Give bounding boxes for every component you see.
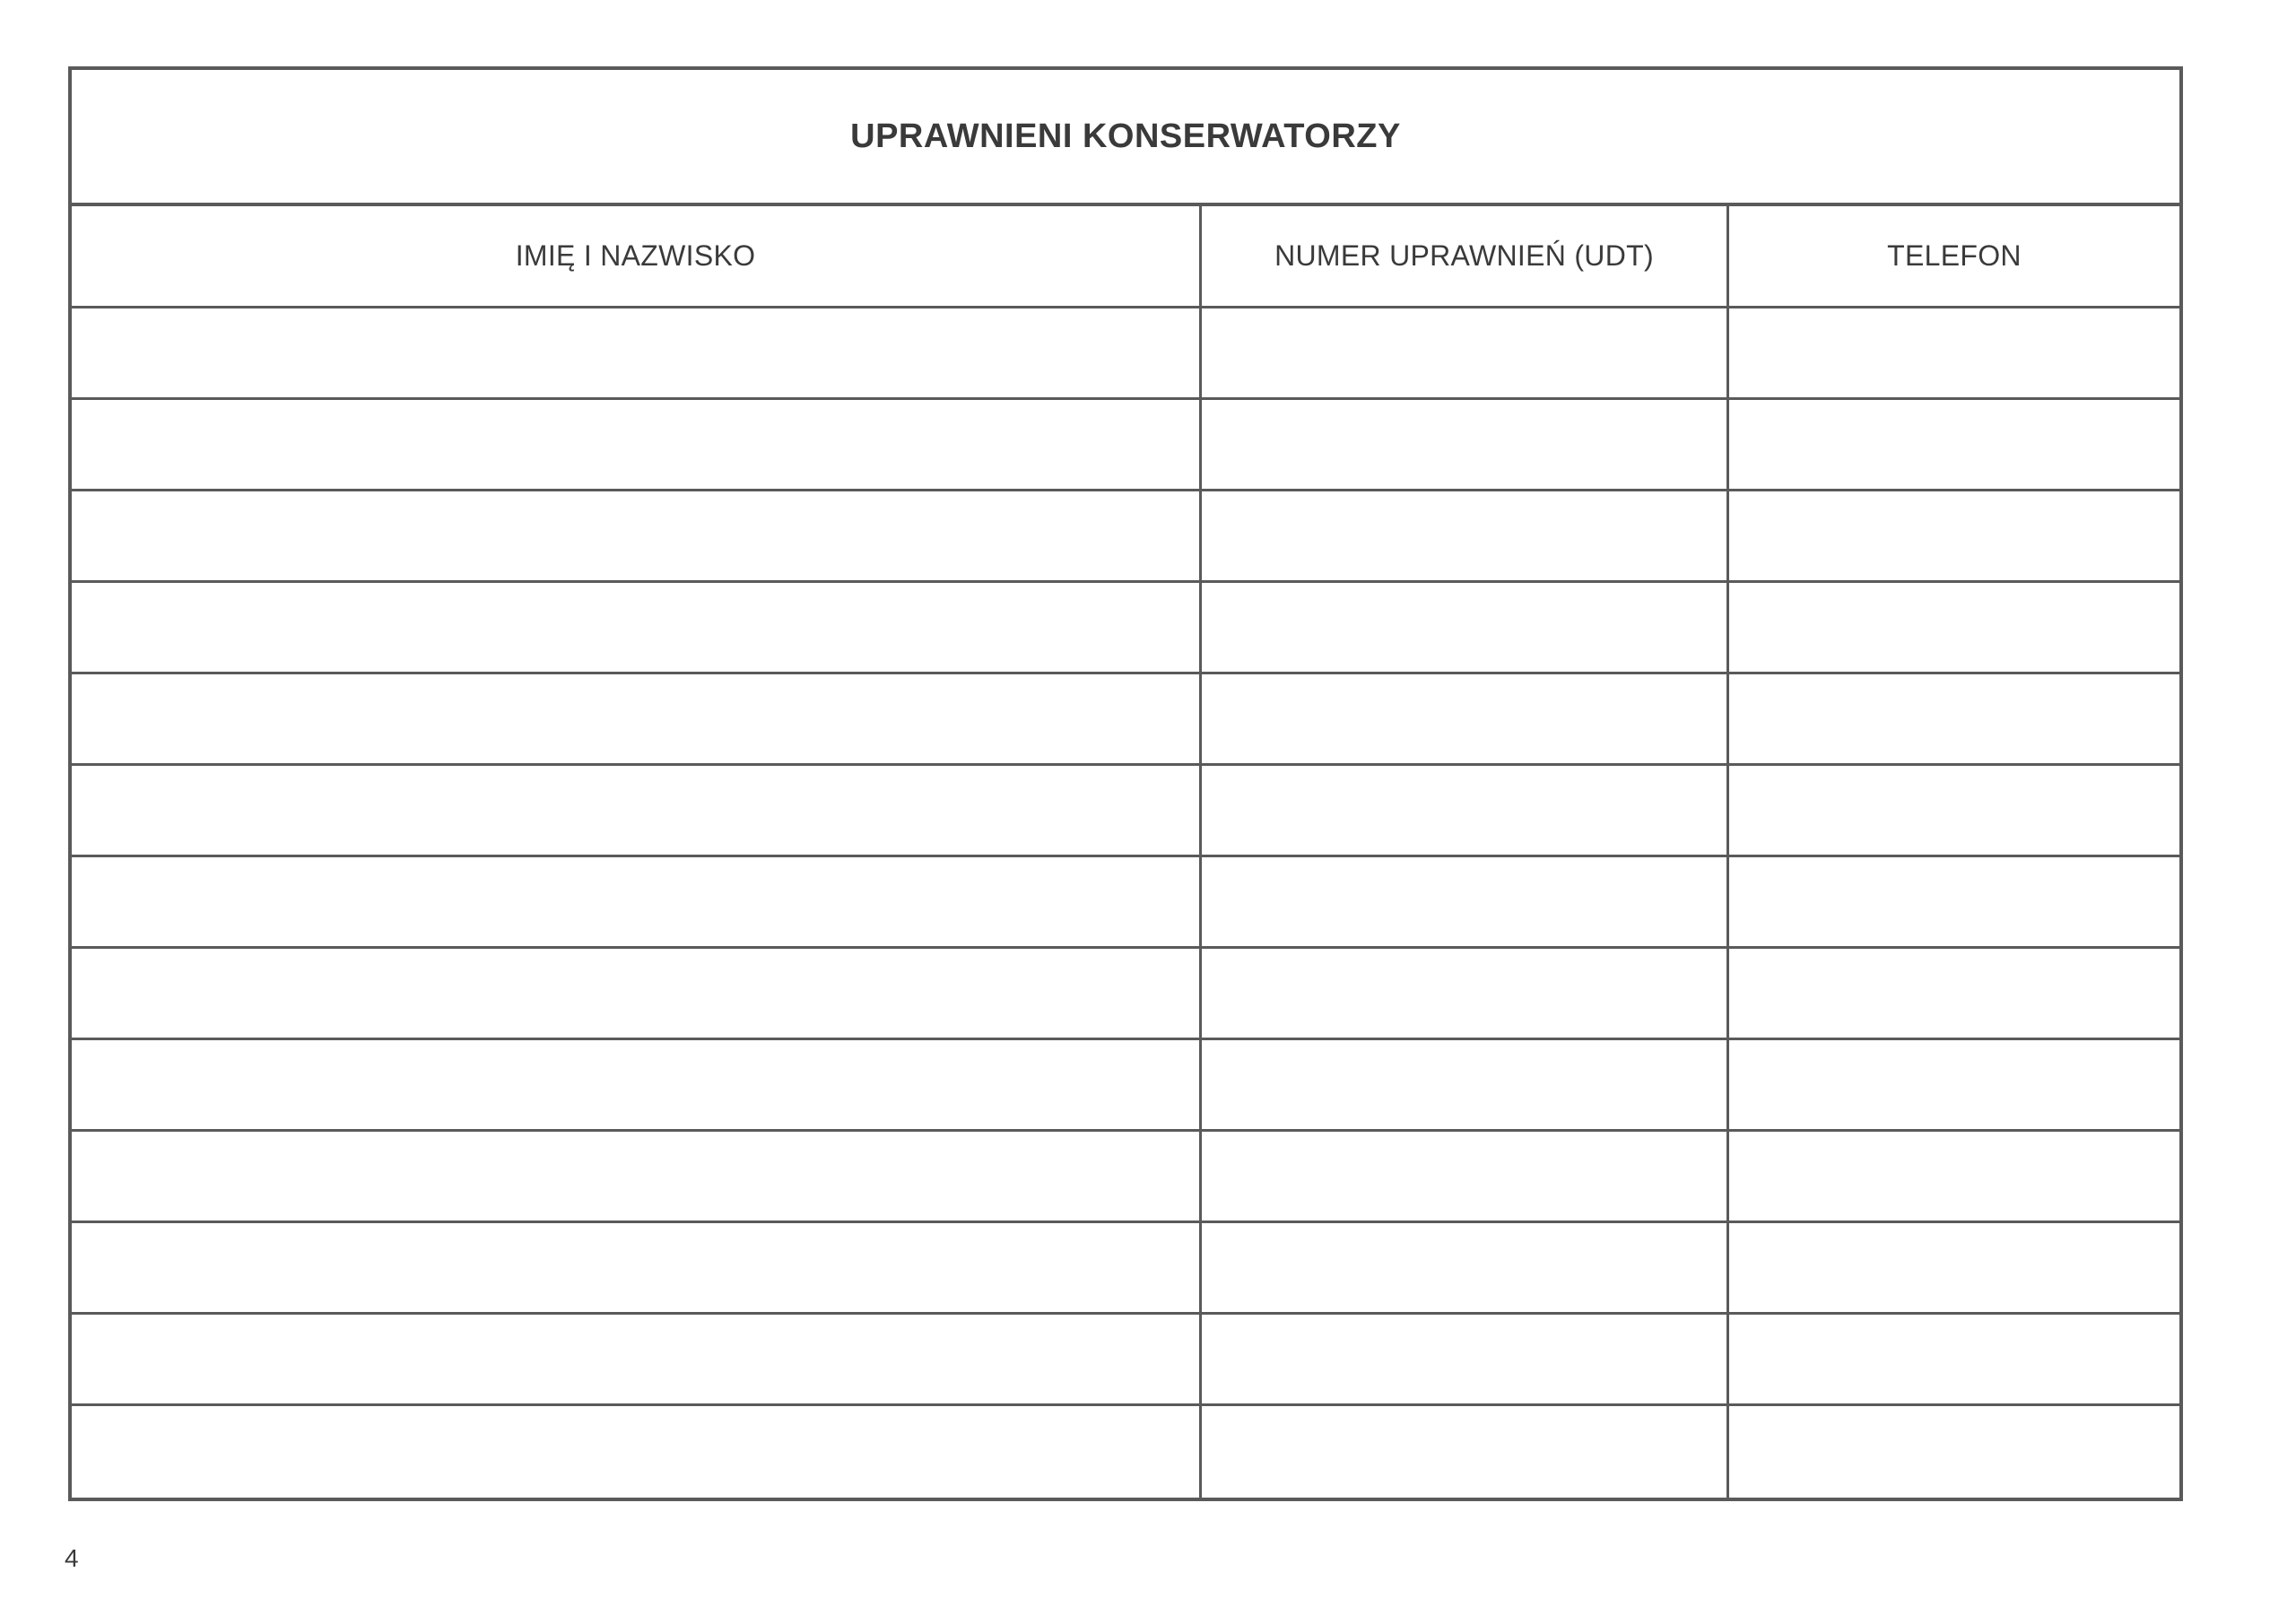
permit-number-field[interactable]: [1202, 491, 1729, 580]
table-row: [72, 766, 2179, 857]
name-field[interactable]: [72, 1315, 1202, 1403]
name-field[interactable]: [72, 949, 1202, 1038]
permit-number-field[interactable]: [1202, 1223, 1729, 1312]
phone-field[interactable]: [1729, 1040, 2179, 1129]
name-field[interactable]: [72, 491, 1202, 580]
permit-number-field[interactable]: [1202, 308, 1729, 397]
phone-field[interactable]: [1729, 857, 2179, 946]
permit-number-field[interactable]: [1202, 857, 1729, 946]
permit-number-field[interactable]: [1202, 1040, 1729, 1129]
phone-field[interactable]: [1729, 949, 2179, 1038]
table-row: [72, 1315, 2179, 1406]
name-field[interactable]: [72, 1406, 1202, 1498]
table-row: [72, 1223, 2179, 1315]
permit-number-field[interactable]: [1202, 766, 1729, 855]
page-number: 4: [65, 1544, 79, 1572]
table-row: [72, 400, 2179, 491]
permit-number-field[interactable]: [1202, 1132, 1729, 1220]
permit-number-field[interactable]: [1202, 1315, 1729, 1403]
name-field[interactable]: [72, 674, 1202, 763]
permit-number-field[interactable]: [1202, 674, 1729, 763]
name-field[interactable]: [72, 308, 1202, 397]
table-row: [72, 491, 2179, 583]
table-row: [72, 857, 2179, 949]
name-field[interactable]: [72, 583, 1202, 672]
column-header-permit-number: [1202, 206, 1729, 306]
permit-number-field[interactable]: [1202, 400, 1729, 489]
phone-field[interactable]: [1729, 400, 2179, 489]
maintainers-form-table: [68, 66, 2183, 1501]
phone-field[interactable]: [1729, 583, 2179, 672]
phone-field[interactable]: [1729, 491, 2179, 580]
name-field[interactable]: [72, 857, 1202, 946]
table-row: [72, 308, 2179, 400]
table-row: [72, 1040, 2179, 1132]
name-field[interactable]: [72, 1040, 1202, 1129]
table-header-row: [72, 206, 2179, 308]
name-field[interactable]: [72, 1132, 1202, 1220]
table-row: [72, 1406, 2179, 1498]
phone-field[interactable]: [1729, 1223, 2179, 1312]
column-header-phone: [1729, 206, 2179, 306]
permit-number-field[interactable]: [1202, 949, 1729, 1038]
phone-field[interactable]: [1729, 1406, 2179, 1498]
table-row: [72, 674, 2179, 766]
name-field[interactable]: [72, 766, 1202, 855]
permit-number-field[interactable]: [1202, 1406, 1729, 1498]
phone-field[interactable]: [1729, 1132, 2179, 1220]
table-row: [72, 583, 2179, 674]
column-header-phone-label: TELEFON: [1887, 239, 2022, 272]
table-row: [72, 949, 2179, 1040]
phone-field[interactable]: [1729, 674, 2179, 763]
name-field[interactable]: [72, 1223, 1202, 1312]
column-header-name-label: IMIĘ I NAZWISKO: [515, 239, 756, 272]
name-field[interactable]: [72, 400, 1202, 489]
permit-number-field[interactable]: [1202, 583, 1729, 672]
table-title: UPRAWNIENI KONSERWATORZY: [850, 117, 1401, 155]
table-row: [72, 1132, 2179, 1223]
table-body: [72, 308, 2179, 1498]
phone-field[interactable]: [1729, 766, 2179, 855]
phone-field[interactable]: [1729, 308, 2179, 397]
table-title-row: [72, 70, 2179, 206]
column-header-name: [72, 206, 1202, 306]
phone-field[interactable]: [1729, 1315, 2179, 1403]
column-header-permit-number-label: NUMER UPRAWNIEŃ (UDT): [1274, 239, 1654, 272]
